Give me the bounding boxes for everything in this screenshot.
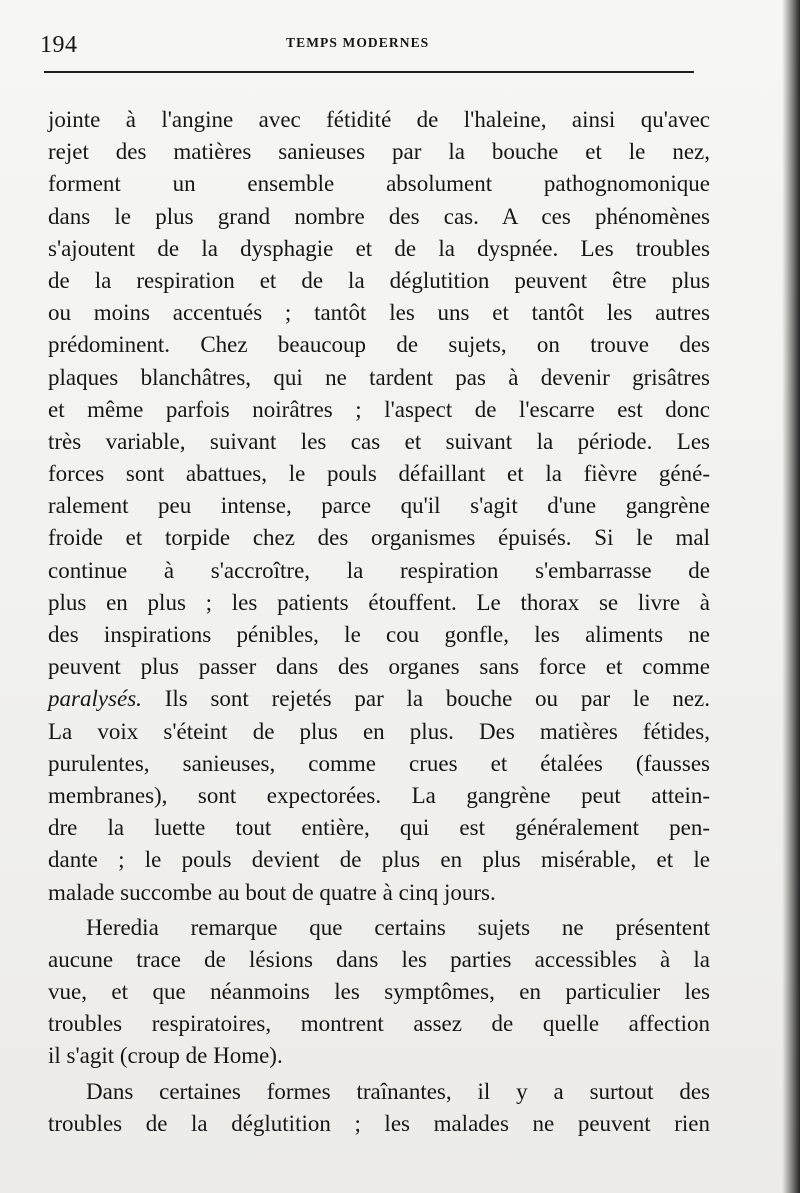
header-rule — [44, 71, 694, 73]
text-line-with-italic — [48, 683, 710, 715]
text-line: dans le plus grand nombre des cas. A ces phénomènes — [48, 203, 710, 229]
text-line: forces sont abattues, le pouls défaillant et la fièvre géné- — [48, 461, 710, 487]
text-line: aucune trace de lésions dans les parties accessibles à la — [48, 946, 710, 972]
page-header — [40, 30, 700, 60]
body-text — [48, 104, 710, 1140]
text-line: et même parfois noirâtres ; l'aspect de l'escarre est donc — [48, 396, 710, 422]
running-title: TEMPS MODERNES — [286, 35, 430, 50]
text-line: s'ajoutent de la dysphagie et de la dyspnée. Les troubles — [48, 235, 710, 261]
text-line: prédominent. Chez beaucoup de sujets, on trouve des — [48, 332, 710, 358]
text-line: ralement peu intense, parce qu'il s'agit d'une gangrène — [48, 493, 710, 519]
text-line: vue, et que néanmoins les symptômes, en particulier les — [48, 979, 710, 1005]
text-line: froide et torpide chez des organismes épuisés. Si le mal — [48, 525, 710, 551]
text-line: Dans certaines formes traînantes, il y a surtout des — [86, 1078, 710, 1104]
text-line: membranes), sont expectorées. La gangrène peut attein- — [48, 782, 710, 808]
text-line: Heredia remarque que certains sujets ne présentent — [86, 914, 710, 940]
text-line: malade succombe au bout de quatre à cinq jours. — [48, 879, 496, 905]
text-line: dre la luette tout entière, qui est généralement pen- — [48, 815, 710, 841]
text-line: très variable, suivant les cas et suivant la période. Les — [48, 428, 710, 454]
text-line: forment un ensemble absolument pathognomonique — [48, 171, 710, 197]
text-line: jointe à l'angine avec fétidité de l'haleine, ainsi qu'avec — [48, 107, 710, 132]
text-line: troubles respiratoires, montrent assez de quelle affection — [48, 1011, 710, 1037]
text-line: rejet des matières sanieuses par la bouche et le nez, — [48, 139, 710, 165]
text-line: La voix s'éteint de plus en plus. Des matières fétides, — [48, 718, 710, 744]
text-line: peuvent plus passer dans des organes sans force et comme — [48, 654, 710, 680]
text-line: plaques blanchâtres, qui ne tardent pas à devenir grisâtres — [48, 364, 710, 390]
page-edge-shadow — [782, 0, 800, 1193]
page-number: 194 — [40, 32, 78, 58]
text-line: des inspirations pénibles, le cou gonfle, les aliments ne — [48, 622, 710, 647]
text-line: plus en plus ; les patients étouffent. Le thorax se livre à — [48, 589, 710, 615]
text-fragment: Ils sont rejetés par la bouche ou par le nez. — [141, 686, 710, 712]
text-line: dante ; le pouls devient de plus en plus misérable, et le — [48, 847, 710, 873]
text-line: il s'agit (croup de Home). — [48, 1043, 283, 1069]
text-line: de la respiration et de la déglutition peuvent être plus — [48, 267, 710, 293]
text-line: ou moins accentués ; tantôt les uns et tantôt les autres — [48, 300, 710, 326]
italic-word: paralysés. — [48, 686, 142, 712]
text-line: troubles de la déglutition ; les malades ne peuvent rien — [48, 1110, 710, 1136]
text-line: purulentes, sanieuses, comme crues et étalées (fausses — [48, 750, 710, 776]
text-line: continue à s'accroître, la respiration s'embarrasse de — [48, 557, 710, 583]
